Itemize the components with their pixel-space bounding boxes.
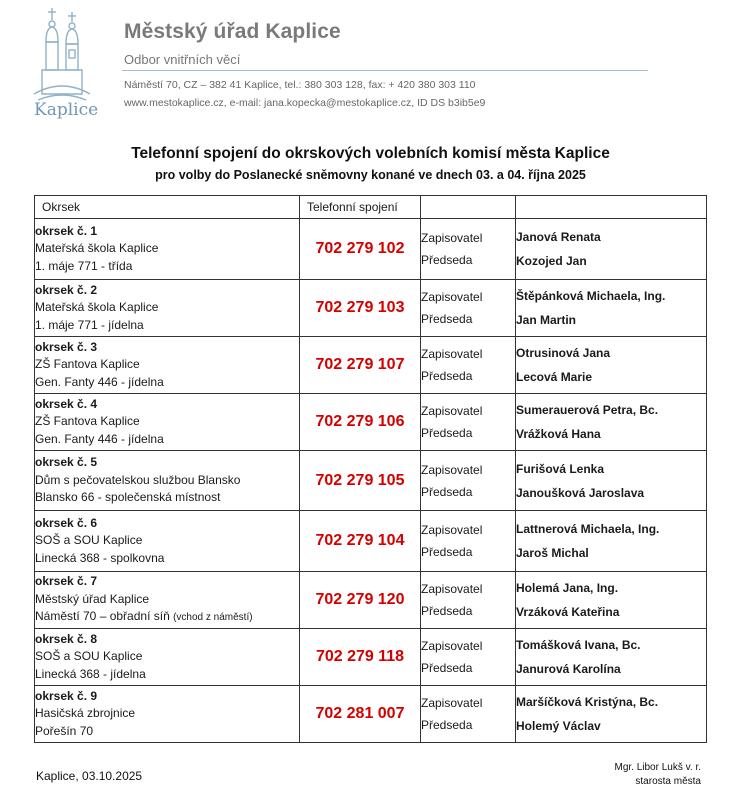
person-predseda: Jan Martin xyxy=(516,313,577,327)
table-row xyxy=(35,451,707,511)
role-cell xyxy=(421,280,516,337)
org-department: Odbor vnitřních věcí xyxy=(124,52,241,67)
signature-block xyxy=(614,761,701,789)
header-okrsek: Okrsek xyxy=(35,196,300,219)
phone-number: 702 279 104 xyxy=(300,511,421,572)
role-cell xyxy=(421,451,516,511)
okrsek-cell xyxy=(35,629,300,686)
okrsek-name: okrsek č. 2 xyxy=(35,282,98,297)
okrsek-name: okrsek č. 7 xyxy=(35,574,98,589)
document-title: Telefonní spojení do okrskových volebních komisí města Kaplice xyxy=(131,145,610,162)
role-zapisovatel: Zapisovatel xyxy=(421,290,483,304)
signature-name: Mgr. Libor Lukš v. r. xyxy=(614,762,701,773)
table-row xyxy=(35,337,707,394)
okrsek-name: okrsek č. 6 xyxy=(35,515,98,530)
person-zapisovatel: Tomášková Ivana, Bc. xyxy=(516,638,641,652)
role-zapisovatel: Zapisovatel xyxy=(421,696,483,710)
header-people xyxy=(516,196,707,219)
role-zapisovatel: Zapisovatel xyxy=(421,582,483,596)
table-row xyxy=(35,686,707,743)
okrsek-cell xyxy=(35,337,300,394)
okrsek-name: okrsek č. 9 xyxy=(35,688,98,703)
okrsek-place: ZŠ Fantova Kaplice xyxy=(35,414,140,429)
okrsek-cell xyxy=(35,219,300,280)
okrsek-cell xyxy=(35,686,300,743)
role-predseda: Předseda xyxy=(421,718,473,732)
person-zapisovatel: Janová Renata xyxy=(516,230,601,244)
people-cell xyxy=(516,394,707,451)
table-row xyxy=(35,629,707,686)
role-zapisovatel: Zapisovatel xyxy=(421,462,483,477)
role-zapisovatel: Zapisovatel xyxy=(421,231,483,245)
okrsek-address-line xyxy=(35,317,299,335)
person-zapisovatel: Sumerauerová Petra, Bc. xyxy=(516,403,659,417)
table-header-row xyxy=(35,196,707,219)
phone-number: 702 279 105 xyxy=(300,451,421,511)
person-zapisovatel: Furišová Lenka xyxy=(516,461,605,476)
role-predseda: Předseda xyxy=(421,369,473,383)
role-cell xyxy=(421,572,516,629)
person-predseda: Janoušková Jaroslava xyxy=(516,485,645,500)
role-predseda: Předseda xyxy=(421,604,473,618)
people-cell xyxy=(516,629,707,686)
phone-number: 702 279 107 xyxy=(300,337,421,394)
okrsek-place: ZŠ Fantova Kaplice xyxy=(35,357,140,372)
role-zapisovatel: Zapisovatel xyxy=(421,347,483,361)
people-cell xyxy=(516,511,707,572)
person-zapisovatel: Holemá Jana, Ing. xyxy=(516,581,619,595)
okrsek-place: Mateřská škola Kaplice xyxy=(35,300,159,315)
okrsek-address-line xyxy=(35,723,299,741)
signature-title: starosta města xyxy=(635,776,701,787)
okrsek-name: okrsek č. 5 xyxy=(35,455,98,470)
person-predseda: Kozojed Jan xyxy=(516,254,587,268)
table-row xyxy=(35,572,707,629)
okrsek-name: okrsek č. 3 xyxy=(35,339,98,354)
person-zapisovatel: Maršíčková Kristýna, Bc. xyxy=(516,695,659,709)
contact-line: www.mestokaplice.cz, e-mail: jana.kopecka@mestokaplice.cz, ID DS b3ib5e9 xyxy=(124,97,486,109)
role-cell xyxy=(421,337,516,394)
okrsek-address-line xyxy=(35,374,299,392)
okrsek-address-line xyxy=(35,666,299,684)
okrsek-address: Linecká 368 - jídelna xyxy=(35,666,146,681)
people-cell xyxy=(516,280,707,337)
role-predseda: Předseda xyxy=(421,312,473,326)
okrsek-cell xyxy=(35,280,300,337)
role-cell xyxy=(421,629,516,686)
address-line: Náměstí 70, CZ – 382 41 Kaplice, tel.: 380 303 128, fax: + 420 380 303 110 xyxy=(124,79,476,91)
person-zapisovatel: Otrusinová Jana xyxy=(516,346,611,360)
role-cell xyxy=(421,219,516,280)
person-predseda: Jaroš Michal xyxy=(516,546,589,560)
okrsek-address-line xyxy=(35,608,299,627)
okrsek-address: Gen. Fanty 446 - jídelna xyxy=(35,374,164,389)
person-zapisovatel: Lattnerová Michaela, Ing. xyxy=(516,522,660,536)
phone-number: 702 279 106 xyxy=(300,394,421,451)
table-row xyxy=(35,511,707,572)
person-predseda: Vrzáková Kateřina xyxy=(516,605,620,619)
person-predseda: Lecová Marie xyxy=(516,370,593,384)
okrsek-cell xyxy=(35,451,300,511)
role-zapisovatel: Zapisovatel xyxy=(421,523,483,537)
okrsek-cell xyxy=(35,572,300,629)
okrsek-address: Náměstí 70 – obřadní síň xyxy=(35,609,174,624)
table-row xyxy=(35,219,707,280)
okrsek-place: Mateřská škola Kaplice xyxy=(35,241,159,256)
person-zapisovatel: Štěpánková Michaela, Ing. xyxy=(516,289,666,303)
people-cell xyxy=(516,219,707,280)
phone-number: 702 279 103 xyxy=(300,280,421,337)
role-zapisovatel: Zapisovatel xyxy=(421,639,483,653)
logo-text: Kaplice xyxy=(34,100,99,120)
okrsek-cell xyxy=(35,511,300,572)
okrsek-address: Gen. Fanty 446 - jídelna xyxy=(35,431,164,446)
okrsek-address-line xyxy=(35,489,299,507)
okrsek-place: Městský úřad Kaplice xyxy=(35,591,150,606)
people-cell xyxy=(516,337,707,394)
okrsek-address: Pořešín 70 xyxy=(35,723,94,738)
role-predseda: Předseda xyxy=(421,661,473,675)
phone-number: 702 281 007 xyxy=(300,686,421,743)
okrsek-address: 1. máje 771 - jídelna xyxy=(35,317,144,332)
okrsek-place: SOŠ a SOU Kaplice xyxy=(35,649,143,664)
role-predseda: Předseda xyxy=(421,545,473,559)
okrsek-name: okrsek č. 1 xyxy=(35,223,98,238)
header-role xyxy=(421,196,516,219)
phone-number: 702 279 102 xyxy=(300,219,421,280)
okrsek-name: okrsek č. 4 xyxy=(35,396,98,411)
phone-number: 702 279 118 xyxy=(300,629,421,686)
person-predseda: Holemý Václav xyxy=(516,719,601,733)
people-cell xyxy=(516,572,707,629)
person-predseda: Vrážková Hana xyxy=(516,427,601,441)
okrsek-address-note: (vchod z náměstí) xyxy=(173,612,253,624)
role-zapisovatel: Zapisovatel xyxy=(421,404,483,418)
role-predseda: Předseda xyxy=(421,253,473,267)
document-subtitle: pro volby do Poslanecké sněmovny konané ve dnech 03. a 04. října 2025 xyxy=(155,168,586,182)
okrsek-address: Blansko 66 - společenská místnost xyxy=(35,490,221,505)
role-predseda: Předseda xyxy=(421,426,473,440)
okrsek-place: SOŠ a SOU Kaplice xyxy=(35,533,143,548)
okrsek-place: Hasičská zbrojnice xyxy=(35,706,136,721)
okrsek-address-line xyxy=(35,550,299,568)
person-predseda: Janurová Karolína xyxy=(516,662,621,676)
role-cell xyxy=(421,394,516,451)
role-cell xyxy=(421,511,516,572)
phone-number: 702 279 120 xyxy=(300,572,421,629)
people-cell xyxy=(516,451,707,511)
commissions-table xyxy=(34,195,707,743)
okrsek-place: Dům s pečovatelskou službou Blansko xyxy=(35,472,241,487)
okrsek-name: okrsek č. 8 xyxy=(35,631,98,646)
org-title: Městský úřad Kaplice xyxy=(124,20,341,43)
footer-date: Kaplice, 03.10.2025 xyxy=(36,769,143,783)
header-divider xyxy=(122,70,648,71)
okrsek-cell xyxy=(35,394,300,451)
people-cell xyxy=(516,686,707,743)
okrsek-address-line xyxy=(35,431,299,449)
okrsek-address-line xyxy=(35,258,299,276)
okrsek-address: Linecká 368 - spolkovna xyxy=(35,550,165,565)
header-phone: Telefonní spojení xyxy=(300,196,421,219)
role-predseda: Předseda xyxy=(421,484,473,499)
table-row xyxy=(35,394,707,451)
role-cell xyxy=(421,686,516,743)
okrsek-address: 1. máje 771 - třída xyxy=(35,258,133,273)
table-row xyxy=(35,280,707,337)
